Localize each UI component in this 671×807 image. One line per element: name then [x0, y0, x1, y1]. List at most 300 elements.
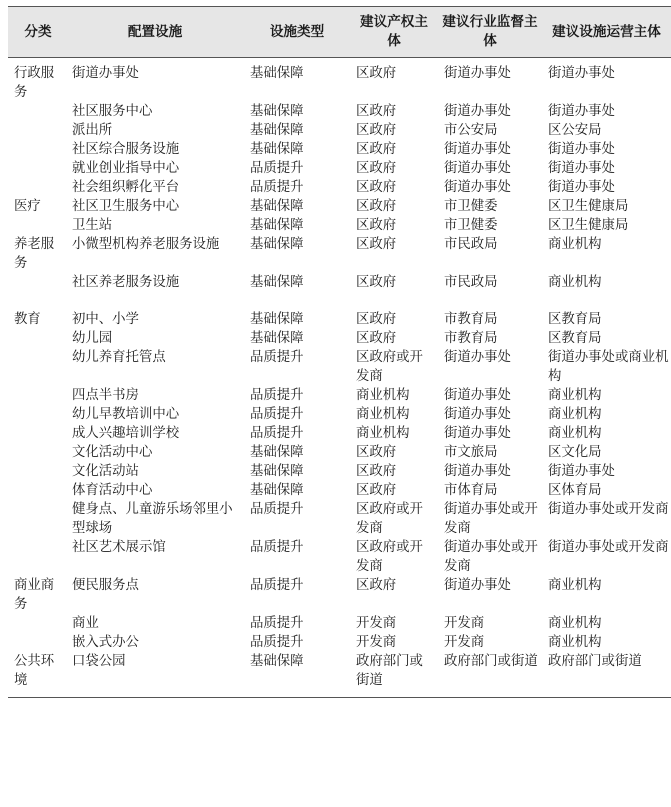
type-text: 品质提升 — [250, 426, 304, 441]
cell-type — [244, 424, 350, 443]
type-text: 基础保障 — [250, 123, 304, 138]
table-row — [8, 102, 671, 121]
supervisor-text: 政府部门或街道 — [444, 654, 538, 669]
table-row — [8, 121, 671, 140]
cell-supervisor — [438, 329, 542, 348]
header-owner: 建议产权主体 — [350, 7, 438, 58]
table-row — [8, 216, 671, 235]
cell-category — [8, 329, 66, 348]
facility-text: 社区服务中心 — [72, 104, 153, 119]
cell-owner — [350, 614, 438, 633]
cell-supervisor — [438, 216, 542, 235]
owner-text: 区政府 — [356, 104, 397, 119]
supervisor-text: 街道办事处 — [444, 464, 511, 479]
type-text: 基础保障 — [250, 218, 304, 233]
cell-category — [8, 443, 66, 462]
supervisor-text: 街道办事处 — [444, 578, 511, 593]
cell-owner — [350, 348, 438, 386]
cell-supervisor — [438, 159, 542, 178]
cell-owner — [350, 197, 438, 216]
owner-text: 区政府 — [356, 123, 397, 138]
table-header-row — [8, 7, 671, 58]
facility-configuration-table — [8, 6, 671, 698]
cell-category — [8, 273, 66, 292]
cell-type — [244, 462, 350, 481]
facility-text: 嵌入式办公 — [72, 635, 139, 650]
cell-facility — [66, 178, 244, 197]
cell-owner — [350, 102, 438, 121]
supervisor-text: 街道办事处 — [444, 388, 511, 403]
header-facility: 配置设施 — [66, 7, 244, 58]
type-text: 品质提升 — [250, 578, 304, 593]
cell-operator — [542, 405, 671, 424]
facility-text: 商业 — [72, 616, 99, 631]
type-text: 品质提升 — [250, 540, 304, 555]
cell-category — [8, 652, 66, 698]
cell-facility — [66, 197, 244, 216]
cell-supervisor — [438, 424, 542, 443]
supervisor-text: 街道办事处 — [444, 66, 511, 81]
owner-text: 商业机构 — [356, 426, 410, 441]
table-row — [8, 443, 671, 462]
cell-type — [244, 576, 350, 614]
owner-text: 区政府 — [356, 199, 397, 214]
cell-supervisor — [438, 538, 542, 576]
type-text: 基础保障 — [250, 445, 304, 460]
cell-type — [244, 652, 350, 698]
owner-text: 区政府 — [356, 218, 397, 233]
supervisor-text: 街道办事处 — [444, 104, 511, 119]
cell-type — [244, 329, 350, 348]
cell-operator — [542, 443, 671, 462]
cell-operator — [542, 159, 671, 178]
supervisor-text: 街道办事处 — [444, 426, 511, 441]
facility-text: 社区养老服务设施 — [72, 275, 180, 290]
table-row — [8, 58, 671, 103]
cell-facility — [66, 633, 244, 652]
type-text: 基础保障 — [250, 142, 304, 157]
cell-type — [244, 273, 350, 292]
cell-facility — [66, 443, 244, 462]
operator-text: 区文化局 — [548, 445, 602, 460]
cell-operator — [542, 197, 671, 216]
header-supervisor: 建议行业监督主体 — [438, 7, 542, 58]
supervisor-text: 街道办事处或开发商 — [444, 502, 538, 536]
category-text: 行政服务 — [14, 66, 55, 100]
cell-owner — [350, 652, 438, 698]
cell-facility — [66, 235, 244, 273]
cell-facility — [66, 652, 244, 698]
cell-supervisor — [438, 348, 542, 386]
operator-text: 商业机构 — [548, 275, 602, 290]
cell-facility — [66, 159, 244, 178]
cell-type — [244, 500, 350, 538]
type-text: 品质提升 — [250, 616, 304, 631]
cell-operator — [542, 424, 671, 443]
cell-owner — [350, 481, 438, 500]
owner-text: 政府部门或街道 — [356, 654, 423, 688]
cell-owner — [350, 443, 438, 462]
facility-text: 社区艺术展示馆 — [72, 540, 166, 555]
operator-text: 街道办事处 — [548, 104, 615, 119]
cell-operator — [542, 481, 671, 500]
type-text: 基础保障 — [250, 199, 304, 214]
operator-text: 商业机构 — [548, 237, 602, 252]
cell-type — [244, 386, 350, 405]
operator-text: 商业机构 — [548, 635, 602, 650]
type-text: 基础保障 — [250, 464, 304, 479]
operator-text: 街道办事处 — [548, 66, 615, 81]
cell-supervisor — [438, 140, 542, 159]
cell-category — [8, 614, 66, 633]
owner-text: 区政府 — [356, 161, 397, 176]
cell-supervisor — [438, 386, 542, 405]
facility-text: 成人兴趣培训学校 — [72, 426, 180, 441]
cell-operator — [542, 273, 671, 292]
type-text: 品质提升 — [250, 388, 304, 403]
cell-owner — [350, 159, 438, 178]
category-text: 养老服务 — [14, 237, 55, 271]
facility-text: 社会组织孵化平台 — [72, 180, 180, 195]
cell-category — [8, 462, 66, 481]
cell-operator — [542, 235, 671, 273]
supervisor-text: 街道办事处 — [444, 180, 511, 195]
header-type: 设施类型 — [244, 7, 350, 58]
table-row — [8, 481, 671, 500]
cell-supervisor — [438, 235, 542, 273]
operator-text: 商业机构 — [548, 616, 602, 631]
table-row — [8, 178, 671, 197]
type-text: 品质提升 — [250, 180, 304, 195]
owner-text: 区政府或开发商 — [356, 540, 423, 574]
cell-owner — [350, 121, 438, 140]
owner-text: 区政府 — [356, 312, 397, 327]
cell-type — [244, 178, 350, 197]
type-text: 品质提升 — [250, 502, 304, 517]
table-row — [8, 197, 671, 216]
operator-text: 商业机构 — [548, 578, 602, 593]
cell-type — [244, 121, 350, 140]
supervisor-text: 开发商 — [444, 635, 485, 650]
cell-type — [244, 633, 350, 652]
table-row — [8, 424, 671, 443]
owner-text: 商业机构 — [356, 388, 410, 403]
owner-text: 区政府 — [356, 180, 397, 195]
cell-type — [244, 310, 350, 329]
table-row — [8, 576, 671, 614]
facility-text: 小微型机构养老服务设施 — [72, 237, 220, 252]
cell-category — [8, 576, 66, 614]
cell-operator — [542, 310, 671, 329]
cell-supervisor — [438, 310, 542, 329]
cell-owner — [350, 538, 438, 576]
cell-facility — [66, 140, 244, 159]
type-text: 基础保障 — [250, 312, 304, 327]
type-text: 品质提升 — [250, 635, 304, 650]
cell-facility — [66, 58, 244, 103]
operator-text: 街道办事处或开发商 — [548, 502, 669, 517]
cell-category — [8, 538, 66, 576]
operator-text: 街道办事处 — [548, 180, 615, 195]
type-text: 品质提升 — [250, 407, 304, 422]
cell-facility — [66, 462, 244, 481]
supervisor-text: 市教育局 — [444, 331, 498, 346]
cell-owner — [350, 273, 438, 292]
type-text: 基础保障 — [250, 654, 304, 669]
cell-type — [244, 197, 350, 216]
operator-text: 区卫生健康局 — [548, 199, 629, 214]
cell-owner — [350, 633, 438, 652]
cell-supervisor — [438, 197, 542, 216]
cell-operator — [542, 652, 671, 698]
cell-operator — [542, 348, 671, 386]
owner-text: 区政府 — [356, 578, 397, 593]
category-text: 公共环境 — [14, 654, 55, 688]
owner-text: 区政府或开发商 — [356, 502, 423, 536]
facility-text: 四点半书房 — [72, 388, 139, 403]
cell-category — [8, 424, 66, 443]
cell-operator — [542, 121, 671, 140]
cell-facility — [66, 216, 244, 235]
group-spacer — [8, 292, 671, 310]
cell-owner — [350, 462, 438, 481]
supervisor-text: 市民政局 — [444, 237, 498, 252]
operator-text: 商业机构 — [548, 388, 602, 403]
table-row — [8, 140, 671, 159]
facility-text: 文化活动站 — [72, 464, 139, 479]
table-row — [8, 235, 671, 273]
category-text: 商业商务 — [14, 578, 55, 612]
supervisor-text: 市公安局 — [444, 123, 498, 138]
facility-text: 便民服务点 — [72, 578, 139, 593]
cell-type — [244, 614, 350, 633]
table-row — [8, 538, 671, 576]
cell-supervisor — [438, 178, 542, 197]
table-row — [8, 159, 671, 178]
facility-text: 卫生站 — [72, 218, 113, 233]
supervisor-text: 街道办事处或开发商 — [444, 540, 538, 574]
cell-type — [244, 481, 350, 500]
cell-category — [8, 386, 66, 405]
operator-text: 区卫生健康局 — [548, 218, 629, 233]
operator-text: 区教育局 — [548, 312, 602, 327]
cell-facility — [66, 538, 244, 576]
cell-facility — [66, 348, 244, 386]
cell-type — [244, 405, 350, 424]
facility-text: 社区综合服务设施 — [72, 142, 180, 157]
table-row — [8, 633, 671, 652]
operator-text: 政府部门或街道 — [548, 654, 642, 669]
cell-facility — [66, 102, 244, 121]
cell-category — [8, 178, 66, 197]
operator-text: 商业机构 — [548, 426, 602, 441]
cell-category — [8, 500, 66, 538]
cell-facility — [66, 386, 244, 405]
cell-supervisor — [438, 102, 542, 121]
table-row — [8, 614, 671, 633]
cell-category — [8, 481, 66, 500]
table-row — [8, 310, 671, 329]
cell-facility — [66, 424, 244, 443]
table-row — [8, 329, 671, 348]
type-text: 基础保障 — [250, 331, 304, 346]
facility-text: 幼儿园 — [72, 331, 113, 346]
cell-operator — [542, 216, 671, 235]
cell-supervisor — [438, 58, 542, 103]
supervisor-text: 市教育局 — [444, 312, 498, 327]
operator-text: 商业机构 — [548, 407, 602, 422]
supervisor-text: 开发商 — [444, 616, 485, 631]
owner-text: 区政府或开发商 — [356, 350, 423, 384]
operator-text: 街道办事处 — [548, 142, 615, 157]
type-text: 基础保障 — [250, 483, 304, 498]
facility-text: 社区卫生服务中心 — [72, 199, 180, 214]
cell-category — [8, 405, 66, 424]
cell-owner — [350, 386, 438, 405]
owner-text: 区政府 — [356, 275, 397, 290]
spacer-cell — [8, 292, 671, 310]
owner-text: 区政府 — [356, 445, 397, 460]
owner-text: 区政府 — [356, 66, 397, 81]
cell-facility — [66, 310, 244, 329]
cell-operator — [542, 633, 671, 652]
supervisor-text: 市体育局 — [444, 483, 498, 498]
table-row — [8, 273, 671, 292]
type-text: 品质提升 — [250, 161, 304, 176]
cell-operator — [542, 140, 671, 159]
owner-text: 开发商 — [356, 616, 397, 631]
cell-category — [8, 140, 66, 159]
cell-owner — [350, 235, 438, 273]
cell-operator — [542, 462, 671, 481]
supervisor-text: 市卫健委 — [444, 218, 498, 233]
type-text: 品质提升 — [250, 350, 304, 365]
operator-text: 街道办事处 — [548, 464, 615, 479]
supervisor-text: 街道办事处 — [444, 350, 511, 365]
cell-operator — [542, 500, 671, 538]
cell-type — [244, 216, 350, 235]
cell-supervisor — [438, 405, 542, 424]
cell-type — [244, 235, 350, 273]
cell-facility — [66, 614, 244, 633]
cell-type — [244, 159, 350, 178]
header-category: 分类 — [8, 7, 66, 58]
operator-text: 区教育局 — [548, 331, 602, 346]
table-row — [8, 386, 671, 405]
cell-supervisor — [438, 443, 542, 462]
cell-category — [8, 310, 66, 329]
cell-supervisor — [438, 576, 542, 614]
cell-facility — [66, 329, 244, 348]
operator-text: 区体育局 — [548, 483, 602, 498]
supervisor-text: 市文旅局 — [444, 445, 498, 460]
cell-operator — [542, 178, 671, 197]
facility-text: 就业创业指导中心 — [72, 161, 180, 176]
owner-text: 区政府 — [356, 331, 397, 346]
cell-type — [244, 348, 350, 386]
cell-category — [8, 197, 66, 216]
cell-facility — [66, 481, 244, 500]
facility-text: 文化活动中心 — [72, 445, 153, 460]
facility-text: 初中、小学 — [72, 312, 139, 327]
cell-category — [8, 216, 66, 235]
type-text: 基础保障 — [250, 237, 304, 252]
cell-supervisor — [438, 652, 542, 698]
facility-text: 健身点、儿童游乐场邻里小型球场 — [72, 502, 233, 536]
cell-type — [244, 58, 350, 103]
cell-supervisor — [438, 614, 542, 633]
cell-owner — [350, 405, 438, 424]
table-row — [8, 405, 671, 424]
cell-operator — [542, 538, 671, 576]
cell-category — [8, 102, 66, 121]
type-text: 基础保障 — [250, 104, 304, 119]
cell-category — [8, 159, 66, 178]
cell-category — [8, 235, 66, 273]
cell-type — [244, 538, 350, 576]
supervisor-text: 市民政局 — [444, 275, 498, 290]
table-body — [8, 58, 671, 698]
cell-owner — [350, 58, 438, 103]
cell-supervisor — [438, 481, 542, 500]
type-text: 基础保障 — [250, 66, 304, 81]
table-row — [8, 348, 671, 386]
operator-text: 街道办事处或开发商 — [548, 540, 669, 555]
cell-facility — [66, 576, 244, 614]
type-text: 基础保障 — [250, 275, 304, 290]
cell-supervisor — [438, 500, 542, 538]
cell-owner — [350, 329, 438, 348]
operator-text: 区公安局 — [548, 123, 602, 138]
facility-text: 派出所 — [72, 123, 113, 138]
cell-owner — [350, 140, 438, 159]
owner-text: 区政府 — [356, 483, 397, 498]
header-operator: 建议设施运营主体 — [542, 7, 671, 58]
cell-owner — [350, 216, 438, 235]
cell-facility — [66, 405, 244, 424]
facility-text: 口袋公园 — [72, 654, 126, 669]
category-text: 教育 — [14, 312, 41, 327]
cell-facility — [66, 121, 244, 140]
cell-owner — [350, 576, 438, 614]
cell-owner — [350, 500, 438, 538]
supervisor-text: 市卫健委 — [444, 199, 498, 214]
supervisor-text: 街道办事处 — [444, 407, 511, 422]
cell-supervisor — [438, 462, 542, 481]
cell-owner — [350, 178, 438, 197]
cell-owner — [350, 310, 438, 329]
owner-text: 商业机构 — [356, 407, 410, 422]
cell-category — [8, 633, 66, 652]
facility-text: 幼儿早教培训中心 — [72, 407, 180, 422]
cell-operator — [542, 58, 671, 103]
cell-supervisor — [438, 273, 542, 292]
owner-text: 开发商 — [356, 635, 397, 650]
owner-text: 区政府 — [356, 142, 397, 157]
table-row — [8, 652, 671, 698]
supervisor-text: 街道办事处 — [444, 142, 511, 157]
facility-text: 幼儿养育托管点 — [72, 350, 166, 365]
category-text: 医疗 — [14, 199, 41, 214]
owner-text: 区政府 — [356, 237, 397, 252]
cell-operator — [542, 329, 671, 348]
cell-type — [244, 140, 350, 159]
cell-category — [8, 121, 66, 140]
cell-category — [8, 348, 66, 386]
cell-facility — [66, 273, 244, 292]
cell-operator — [542, 576, 671, 614]
owner-text: 区政府 — [356, 464, 397, 479]
